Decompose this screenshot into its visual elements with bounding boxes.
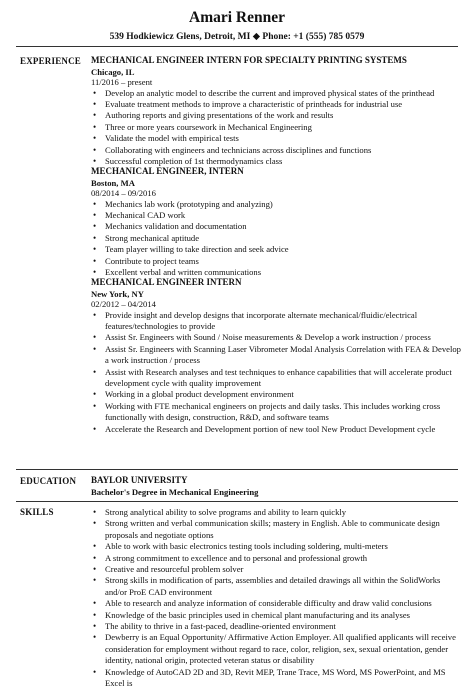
list-item: • Mechanics validation and documentation bbox=[105, 221, 461, 232]
job-bullets bbox=[91, 199, 461, 279]
job-location: Boston, MA bbox=[91, 177, 135, 188]
job-bullets bbox=[91, 88, 461, 168]
list-item: • Three or more years coursework in Mechanical Engineering bbox=[105, 122, 461, 133]
list-item: • Team player willing to take direction and seek advice bbox=[105, 244, 461, 255]
list-item: • Evaluate treatment methods to improve a characteristic of printheads for industrial use bbox=[105, 99, 461, 110]
list-item: • Assist Sr. Engineers with Sound / Noise measurements & Develop a work instruction / process bbox=[105, 332, 461, 343]
list-item: • Accelerate the Research and Development portion of new tool New Product Development cycle bbox=[105, 424, 461, 435]
job-location: Chicago, IL bbox=[91, 66, 135, 77]
skills-entry bbox=[91, 507, 461, 690]
list-item: • Working in a global product development environment bbox=[105, 389, 461, 400]
list-item: • Strong skills in modification of parts, assemblies and detailed drawings all within the SolidWorks and/or ProE CAD environment bbox=[105, 575, 461, 598]
header-divider bbox=[16, 46, 458, 47]
school-name: BAYLOR UNIVERSITY bbox=[91, 475, 188, 485]
list-item: • Contribute to project teams bbox=[105, 256, 461, 267]
experience-entry bbox=[91, 55, 461, 167]
list-item: • Provide insight and develop designs that incorporate alternate mechanical/fluidic/electrical features/technologies to provide bbox=[105, 310, 461, 333]
list-item: • Dewberry is an Equal Opportunity/ Affirmative Action Employer. All qualified applicants will receive consideration for employment without regard to race, color, religion, sex, sexual orientation, gender identity, national origin, protected veteran status or disability bbox=[105, 632, 461, 666]
contact-line: 539 Hodkiewicz Glens, Detroit, MI ◆ Phone: +1 (555) 785 0579 bbox=[109, 32, 365, 42]
job-location: New York, NY bbox=[91, 288, 144, 299]
list-item: • Mechanical CAD work bbox=[105, 210, 461, 221]
job-bullets bbox=[91, 310, 461, 435]
experience-entry bbox=[91, 166, 461, 278]
list-item: • Creative and resourceful problem solver bbox=[105, 564, 461, 575]
job-dates: 11/2016 – present bbox=[91, 77, 153, 87]
section-divider bbox=[16, 469, 458, 470]
list-item: • Strong mechanical aptitude bbox=[105, 233, 461, 244]
list-item: • Knowledge of the basic principles used in chemical plant manufacturing and its analyses bbox=[105, 610, 461, 621]
skills-list bbox=[91, 507, 461, 690]
list-item: • Collaborating with engineers and technicians across disciplines and functions bbox=[105, 145, 461, 156]
list-item: • Excellent verbal and written communications bbox=[105, 267, 461, 278]
experience-entry bbox=[91, 277, 461, 435]
list-item: • Assist Sr. Engineers with Scanning Laser Vibrometer Modal Analysis Correlation with FEA & Develop a work instruction / process bbox=[105, 344, 461, 367]
list-item: • The ability to thrive in a fast-paced, deadline-oriented environment bbox=[105, 621, 461, 632]
section-divider bbox=[16, 501, 458, 502]
list-item: • Validate the model with empirical tests bbox=[105, 133, 461, 144]
job-dates: 02/2012 – 04/2014 bbox=[91, 299, 156, 309]
job-title: MECHANICAL ENGINEER INTERN FOR SPECIALTY PRINTING SYSTEMS bbox=[91, 55, 407, 65]
job-dates: 08/2014 – 09/2016 bbox=[91, 188, 156, 198]
job-title: MECHANICAL ENGINEER INTERN bbox=[91, 277, 242, 287]
list-item: • Authoring reports and giving presentations of the work and results bbox=[105, 110, 461, 121]
list-item: • Strong written and verbal communication skills; mastery in English. Able to communicate design proposals and negotiate options bbox=[105, 518, 461, 541]
list-item: • Knowledge of AutoCAD 2D and 3D, Revit MEP, Trane Trace, MS Word, MS PowerPoint, and MS Excel is bbox=[105, 667, 461, 690]
list-item: • Working with FTE mechanical engineers on projects and daily tasks. This includes working cross functionally with design, construction, R&D, and software teams bbox=[105, 401, 461, 424]
list-item: • Develop an analytic model to describe the current and improved physical states of the printhead bbox=[105, 88, 461, 99]
list-item: • Strong analytical ability to solve programs and ability to learn quickly bbox=[105, 507, 461, 518]
list-item: • Able to research and analyze information of considerable difficulty and draw valid conclusions bbox=[105, 598, 461, 609]
list-item: • Successful completion of 1st thermodynamics class bbox=[105, 156, 461, 167]
job-title: MECHANICAL ENGINEER, INTERN bbox=[91, 166, 244, 176]
experience-section-label: EXPERIENCE bbox=[20, 56, 82, 66]
degree: Bachelor's Degree in Mechanical Engineering bbox=[91, 486, 259, 497]
list-item: • Able to work with basic electronics testing tools including soldering, multi-meters bbox=[105, 541, 461, 552]
applicant-name: Amari Renner bbox=[189, 9, 285, 26]
education-entry bbox=[91, 475, 461, 498]
education-section-label: EDUCATION bbox=[20, 476, 77, 486]
list-item: • Mechanics lab work (prototyping and analyzing) bbox=[105, 199, 461, 210]
skills-section-label: SKILLS bbox=[20, 507, 54, 517]
list-item: • A strong commitment to excellence and to personal and professional growth bbox=[105, 553, 461, 564]
list-item: • Assist with Research analyses and test techniques to enhance capabilities that will accelerate product development cycle with quality improvement bbox=[105, 367, 461, 390]
